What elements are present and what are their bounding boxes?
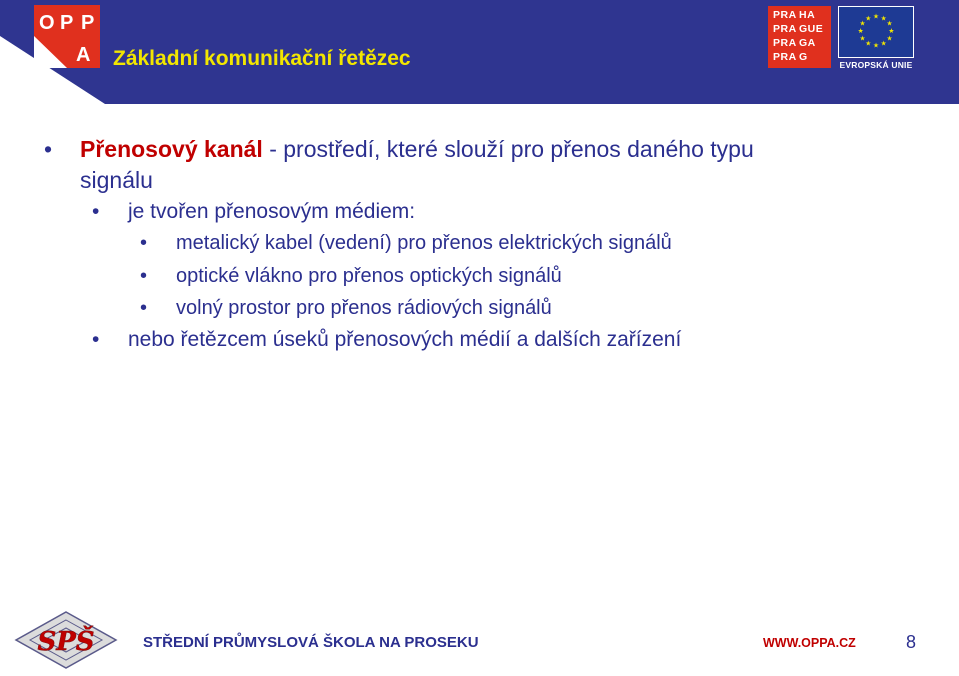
page-number: 8 <box>906 632 917 652</box>
sub-sub-item: optické vlákno pro přenos optických signálů <box>176 265 562 287</box>
footer-school-name: STŘEDNÍ PRŮMYSLOVÁ ŠKOLA NA PROSEKU <box>143 634 479 651</box>
sps-logo <box>12 610 120 670</box>
eu-flag-icon <box>838 6 914 58</box>
footer-url-link[interactable]: WWW.OPPA.CZ <box>763 636 856 650</box>
praha-logo-row: PRA GA <box>773 37 816 49</box>
svg-text:★: ★ <box>859 34 866 43</box>
svg-text:★: ★ <box>880 14 887 23</box>
bullet-icon: • <box>92 200 100 223</box>
svg-text:★: ★ <box>872 12 880 21</box>
svg-text:★: ★ <box>880 39 887 48</box>
svg-text:★: ★ <box>865 14 872 23</box>
praha-logo-row: PRA GUE <box>773 23 824 35</box>
svg-text:★: ★ <box>888 26 895 35</box>
bullet-icon: • <box>140 232 148 254</box>
praha-logo-row: PRA G <box>773 51 808 63</box>
sps-logo-text: SPŠ <box>37 627 95 657</box>
praha-logo-row: PRA HA <box>773 9 816 21</box>
bullet-icon: • <box>140 297 148 319</box>
eu-label: EVROPSKÁ UNIE <box>839 60 913 70</box>
oppa-letter-o: O <box>39 12 55 34</box>
eu-logo <box>836 6 916 68</box>
oppa-letter-p1: P <box>60 12 74 34</box>
intro-line-2: signálu <box>80 167 153 193</box>
intro-line-1 <box>80 136 754 163</box>
svg-text:★: ★ <box>886 34 893 43</box>
sub-sub-item: volný prostor pro přenos rádiových signálů <box>176 297 552 319</box>
bullet-icon: • <box>140 265 148 287</box>
svg-text:★: ★ <box>886 19 893 28</box>
bullet-icon: • <box>92 328 100 351</box>
sub-sub-item: metalický kabel (vedení) pro přenos elektrických signálů <box>176 232 672 254</box>
oppa-letter-p2: P <box>81 12 95 34</box>
bullet-icon: • <box>44 136 53 162</box>
praha-logo <box>768 6 831 68</box>
oppa-logo <box>34 5 100 68</box>
svg-text:★: ★ <box>865 39 872 48</box>
sub-item-medium: je tvořen přenosovým médiem: <box>128 200 416 223</box>
svg-text:★: ★ <box>857 26 864 35</box>
oppa-letter-a: A <box>76 44 91 66</box>
intro-term: Přenosový kanál <box>80 136 263 162</box>
svg-text:★: ★ <box>859 19 866 28</box>
intro-rest: - prostředí, které slouží pro přenos daného typu <box>262 136 754 162</box>
page-title: Základní komunikační řetězec <box>113 47 411 70</box>
svg-text:★: ★ <box>872 41 880 50</box>
sub-item-chain: nebo řetězcem úseků přenosových médií a dalších zařízení <box>128 328 682 351</box>
